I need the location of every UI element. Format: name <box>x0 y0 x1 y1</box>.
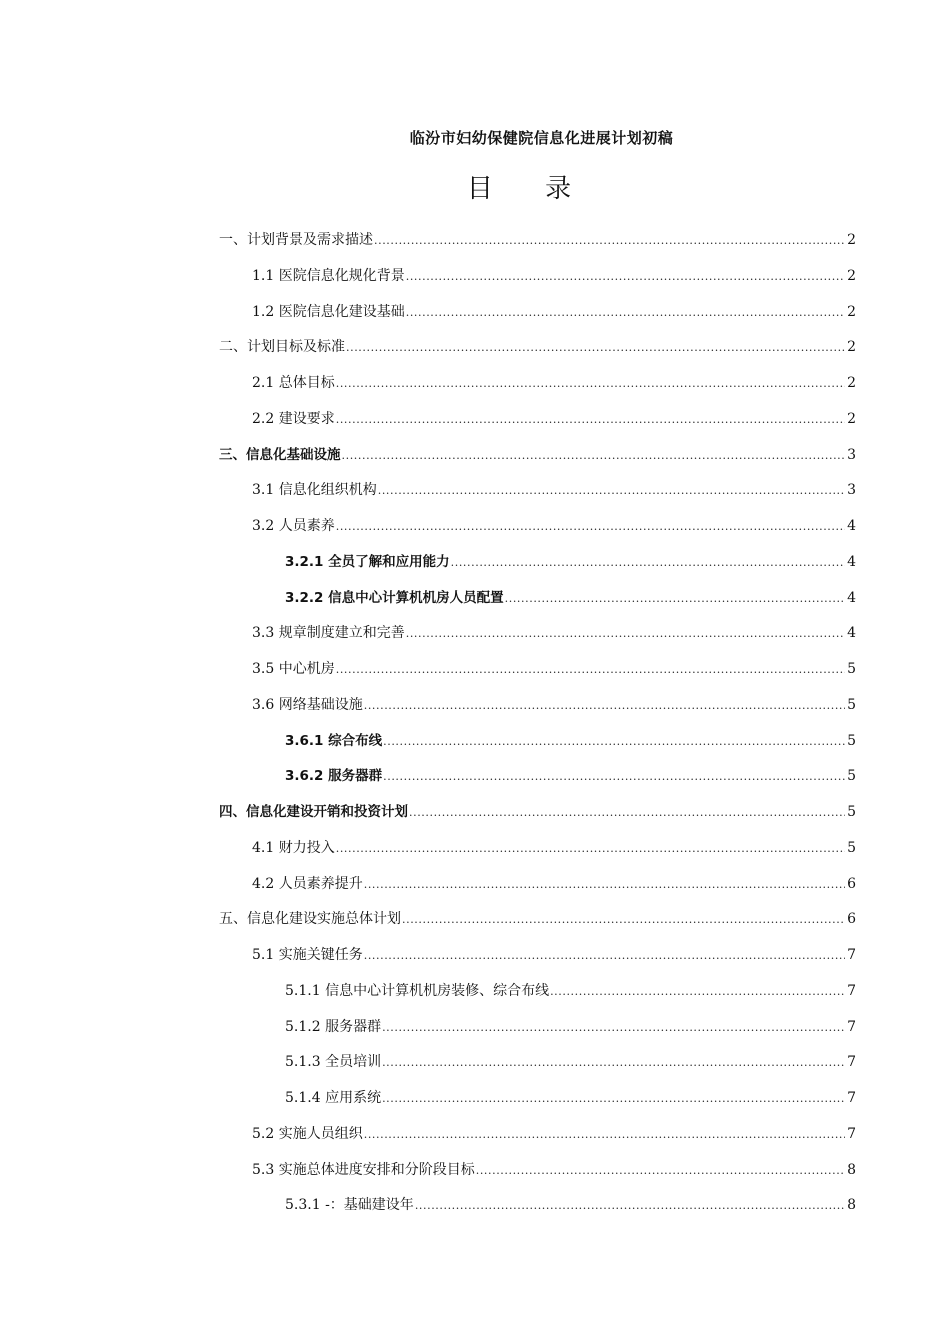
toc-entry-title: 5.3 实施总体进度安排和分阶段目标 <box>252 1161 475 1178</box>
toc-entry-title: 三、信息化基础设施 <box>219 446 341 463</box>
toc-dot-leader <box>364 874 845 896</box>
toc-page-number: 2 <box>847 410 856 427</box>
toc-entry-title: 3.5 中心机房 <box>252 661 335 677</box>
toc-entry-title: 二、计划目标及标准 <box>219 339 345 356</box>
toc-entry-title: 5.1.2 服务器群 <box>285 1018 382 1035</box>
toc-page-number: 2 <box>847 267 856 284</box>
toc-page-number: 8 <box>847 1161 856 1178</box>
toc-dot-leader <box>378 480 845 502</box>
toc-dot-leader <box>382 1017 845 1039</box>
toc-entry-title: 5.1.1 信息中心计算机机房装修、综合布线 <box>285 982 550 999</box>
toc-entry[interactable] <box>219 336 856 372</box>
toc-dot-leader <box>402 909 845 931</box>
toc-dot-leader <box>476 1160 845 1182</box>
toc-page-number: 5 <box>847 839 856 856</box>
toc-page-number: 7 <box>847 947 856 963</box>
toc-page-number: 2 <box>847 303 856 320</box>
toc-entry[interactable] <box>219 1159 856 1195</box>
toc-entry[interactable] <box>219 1194 856 1230</box>
toc-entry[interactable] <box>219 765 856 801</box>
toc-heading: 目 录 <box>466 174 594 204</box>
toc-entry-title: 3.2.2 信息中心计算机机房人员配置 <box>285 589 504 606</box>
toc-entry[interactable] <box>219 515 856 551</box>
toc-entry-title: 3.2 人员素养 <box>252 518 335 534</box>
toc-entry[interactable] <box>219 551 856 587</box>
toc-entry[interactable] <box>219 730 856 766</box>
toc-entry-title: 五、信息化建设实施总体计划 <box>219 911 401 928</box>
toc-entry[interactable] <box>219 444 856 480</box>
toc-page-number: 5 <box>847 661 856 677</box>
toc-entry-title: 3.6.2 服务器群 <box>285 768 383 785</box>
toc-entry[interactable] <box>219 801 856 837</box>
toc-entry[interactable] <box>219 1123 856 1159</box>
toc-entry-title: 3.6.1 综合布线 <box>285 732 383 749</box>
toc-entry[interactable] <box>219 372 856 408</box>
toc-entry-title: 4.1 财力投入 <box>252 839 335 856</box>
toc-entry[interactable] <box>219 873 856 909</box>
toc-page-number: 5 <box>847 696 856 713</box>
toc-entry[interactable] <box>219 837 856 873</box>
toc-entry-title: 1.2 医院信息化建设基础 <box>252 303 405 320</box>
toc-dot-leader <box>406 266 845 288</box>
toc-entry-title: 3.2.1 全员了解和应用能力 <box>285 553 450 570</box>
toc-entry-title: 2.2 建设要求 <box>252 410 335 427</box>
toc-entry-title: 3.6 网络基础设施 <box>252 696 363 713</box>
toc-page-number: 8 <box>847 1197 856 1214</box>
toc-entry[interactable] <box>219 622 856 658</box>
toc-entry-title: 5.3.1 -：基础建设年 <box>285 1197 414 1214</box>
table-of-contents <box>219 229 856 1230</box>
toc-entry[interactable] <box>219 587 856 623</box>
toc-page-number: 5 <box>847 768 856 785</box>
toc-dot-leader <box>382 1052 845 1074</box>
toc-entry[interactable] <box>219 1087 856 1123</box>
toc-entry-title: 5.1 实施关键任务 <box>252 947 363 963</box>
toc-dot-leader <box>346 337 845 359</box>
toc-entry[interactable] <box>219 265 856 301</box>
toc-dot-leader <box>383 766 845 788</box>
toc-page-number: 3 <box>847 482 856 499</box>
toc-entry[interactable] <box>219 479 856 515</box>
toc-dot-leader <box>364 945 845 967</box>
document-title: 临汾市妇幼保健院信息化进展计划初稿 <box>409 129 674 147</box>
toc-dot-leader <box>336 659 845 681</box>
toc-page-number: 2 <box>847 232 856 248</box>
toc-dot-leader <box>336 838 845 860</box>
toc-dot-leader <box>382 1088 845 1110</box>
toc-page-number: 4 <box>847 625 856 642</box>
toc-page-number: 4 <box>847 518 856 534</box>
toc-page-number: 3 <box>847 446 856 463</box>
toc-page-number: 2 <box>847 375 856 391</box>
toc-dot-leader <box>364 1124 845 1146</box>
toc-page-number: 7 <box>847 982 856 999</box>
toc-entry[interactable] <box>219 1016 856 1052</box>
toc-page-number: 4 <box>847 553 856 570</box>
toc-dot-leader <box>505 588 845 610</box>
toc-page-number: 5 <box>847 804 856 820</box>
toc-entry-title: 4.2 人员素养提升 <box>252 875 363 892</box>
toc-page-number: 7 <box>847 1090 856 1106</box>
toc-page-number: 6 <box>847 875 856 892</box>
toc-page-number: 5 <box>847 732 856 749</box>
toc-dot-leader <box>550 981 845 1003</box>
toc-page-number: 6 <box>847 911 856 928</box>
toc-dot-leader <box>336 409 845 431</box>
toc-dot-leader <box>406 302 845 324</box>
toc-entry[interactable] <box>219 301 856 337</box>
toc-page-number: 7 <box>847 1125 856 1142</box>
toc-entry-title: 5.1.4 应用系统 <box>285 1090 382 1106</box>
toc-page-number: 2 <box>847 339 856 356</box>
toc-entry-title: 2.1 总体目标 <box>252 375 335 391</box>
toc-dot-leader <box>364 695 845 717</box>
toc-entry[interactable] <box>219 944 856 980</box>
toc-entry[interactable] <box>219 980 856 1016</box>
toc-dot-leader <box>342 445 846 467</box>
toc-entry-title: 一、计划背景及需求描述 <box>219 232 373 248</box>
toc-entry-title: 5.1.3 全员培训 <box>285 1054 382 1071</box>
toc-entry[interactable] <box>219 1051 856 1087</box>
toc-entry-title: 3.1 信息化组织机构 <box>252 482 377 499</box>
toc-dot-leader <box>451 552 845 574</box>
toc-entry-title: 1.1 医院信息化规化背景 <box>252 267 405 284</box>
toc-dot-leader <box>406 623 845 645</box>
toc-page-number: 7 <box>847 1054 856 1071</box>
toc-page-number: 7 <box>847 1018 856 1035</box>
toc-dot-leader <box>415 1195 845 1217</box>
toc-entry[interactable] <box>219 694 856 730</box>
toc-dot-leader <box>383 731 845 753</box>
toc-entry[interactable] <box>219 658 856 694</box>
toc-dot-leader <box>336 373 845 395</box>
toc-dot-leader <box>409 802 845 824</box>
toc-entry[interactable] <box>219 408 856 444</box>
toc-entry-title: 3.3 规章制度建立和完善 <box>252 625 405 642</box>
toc-page-number: 4 <box>847 589 856 606</box>
toc-dot-leader <box>374 230 845 252</box>
toc-dot-leader <box>336 516 845 538</box>
toc-entry[interactable] <box>219 229 856 265</box>
toc-entry[interactable] <box>219 908 856 944</box>
toc-entry-title: 四、信息化建设开销和投资计划 <box>219 804 408 820</box>
toc-entry-title: 5.2 实施人员组织 <box>252 1125 363 1142</box>
